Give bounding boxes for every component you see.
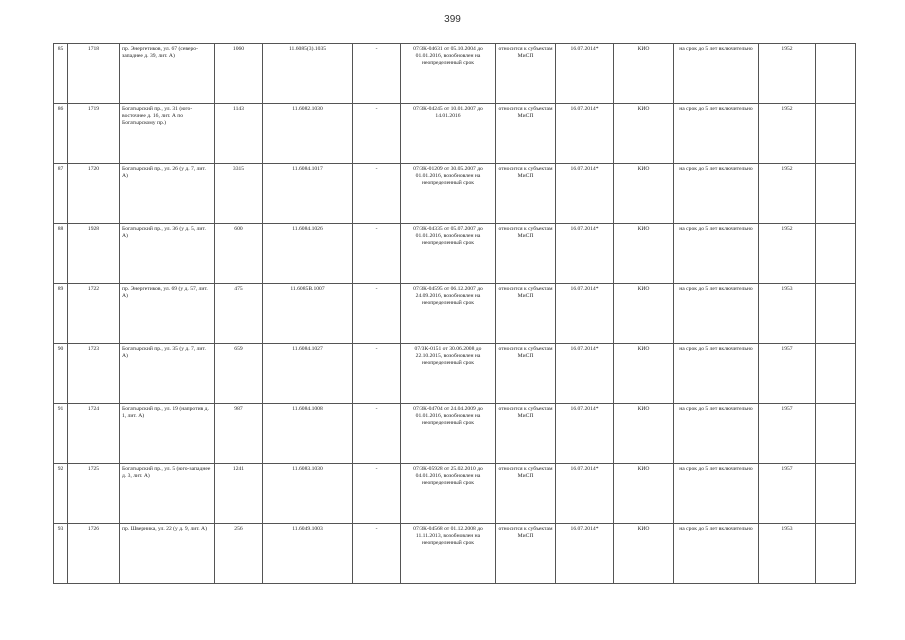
empty-dash-cell: -: [353, 464, 401, 524]
table-row: [54, 224, 856, 284]
notes-cell: [816, 164, 856, 224]
cadastral-number-cell: 11.6084.1017: [263, 164, 353, 224]
address-cell: пр. Шверника, ул. 22 (у д. 9, лит. А): [120, 524, 215, 584]
empty-dash-cell: -: [353, 344, 401, 404]
row-number-cell: 89: [54, 284, 68, 344]
registry-number-cell: 1725: [68, 464, 120, 524]
area-cell: 3315: [215, 164, 263, 224]
year-cell: 1957: [759, 404, 816, 464]
area-cell: 256: [215, 524, 263, 584]
notes-cell: [816, 284, 856, 344]
cadastral-number-cell: 11.6082.1030: [263, 104, 353, 164]
address-cell: Богатырский пр., ул. 31 (юго-восточнее д. 16, лит. А по Богатырскому пр.): [120, 104, 215, 164]
sme-status-cell: относится к субъектам МиСП: [496, 464, 556, 524]
sme-status-cell: относится к субъектам МиСП: [496, 224, 556, 284]
cadastral-number-cell: 11.6084.1008: [263, 404, 353, 464]
address-cell: Богатырский пр., ул. 35 (у д. 7, лит. А): [120, 344, 215, 404]
registry-number-cell: 1718: [68, 44, 120, 104]
lease-agreement-cell: 07/ЗК-04595 от 06.12.2007 до 24.09.2016, возобновлен на неопределенный срок: [401, 284, 496, 344]
lease-agreement-cell: 07/ЗК-04631 от 05.10.2004 до 01.01.2016, возобновлен на неопределенный срок: [401, 44, 496, 104]
year-cell: 1952: [759, 44, 816, 104]
lease-agreement-cell: 07/ЗК-05928 от 25.02.2010 до 04.01.2016, возобновлен на неопределенный срок: [401, 464, 496, 524]
lease-term-cell: на срок до 5 лет включительно: [674, 284, 759, 344]
notes-cell: [816, 44, 856, 104]
year-cell: 1957: [759, 464, 816, 524]
inclusion-date-cell: 16.07.2014*: [556, 104, 614, 164]
year-cell: 1952: [759, 104, 816, 164]
cadastral-number-cell: 11.6085(3).1035: [263, 44, 353, 104]
area-cell: 1143: [215, 104, 263, 164]
registry-table: [53, 43, 856, 584]
registry-number-cell: 1722: [68, 284, 120, 344]
inclusion-date-cell: 16.07.2014*: [556, 404, 614, 464]
cadastral-number-cell: 11.6083.1030: [263, 464, 353, 524]
sme-status-cell: относится к субъектам МиСП: [496, 164, 556, 224]
registry-number-cell: 1726: [68, 524, 120, 584]
lease-term-cell: на срок до 5 лет включительно: [674, 224, 759, 284]
lease-agreement-cell: 07/ЗК-04245 от 10.01.2007 до 14.01.2016: [401, 104, 496, 164]
cadastral-number-cell: 11.6085В.1007: [263, 284, 353, 344]
authority-cell: КИО: [614, 464, 674, 524]
authority-cell: КИО: [614, 524, 674, 584]
table-row: [54, 344, 856, 404]
area-cell: 475: [215, 284, 263, 344]
row-number-cell: 93: [54, 524, 68, 584]
notes-cell: [816, 404, 856, 464]
address-cell: пр. Энергетиков, ул. 67 (северо-западнее д. 39, лит. А): [120, 44, 215, 104]
authority-cell: КИО: [614, 44, 674, 104]
lease-term-cell: на срок до 5 лет включительно: [674, 164, 759, 224]
lease-agreement-cell: 07/ЗК-04568 от 01.12.2008 до 11.11.2013, возобновлен на неопределенный срок: [401, 524, 496, 584]
table-row: [54, 104, 856, 164]
sme-status-cell: относится к субъектам МиСП: [496, 524, 556, 584]
table-row: [54, 524, 856, 584]
inclusion-date-cell: 16.07.2014*: [556, 164, 614, 224]
empty-dash-cell: -: [353, 224, 401, 284]
lease-term-cell: на срок до 5 лет включительно: [674, 404, 759, 464]
cadastral-number-cell: 11.6049.1003: [263, 524, 353, 584]
registry-number-cell: 1724: [68, 404, 120, 464]
empty-dash-cell: -: [353, 104, 401, 164]
registry-number-cell: 1719: [68, 104, 120, 164]
cadastral-number-cell: 11.6084.1027: [263, 344, 353, 404]
row-number-cell: 85: [54, 44, 68, 104]
sme-status-cell: относится к субъектам МиСП: [496, 344, 556, 404]
registry-number-cell: 1723: [68, 344, 120, 404]
inclusion-date-cell: 16.07.2014*: [556, 524, 614, 584]
year-cell: 1952: [759, 224, 816, 284]
notes-cell: [816, 524, 856, 584]
address-cell: Богатырский пр., ул. 36 (у д. 5, лит. А): [120, 224, 215, 284]
year-cell: 1952: [759, 164, 816, 224]
inclusion-date-cell: 16.07.2014*: [556, 344, 614, 404]
empty-dash-cell: -: [353, 164, 401, 224]
table-body: [54, 44, 856, 584]
table-row: [54, 404, 856, 464]
address-cell: пр. Энергетиков, ул. 69 (у д. 57, лит. А): [120, 284, 215, 344]
lease-term-cell: на срок до 5 лет включительно: [674, 464, 759, 524]
notes-cell: [816, 224, 856, 284]
area-cell: 600: [215, 224, 263, 284]
inclusion-date-cell: 16.07.2014*: [556, 224, 614, 284]
row-number-cell: 91: [54, 404, 68, 464]
authority-cell: КИО: [614, 224, 674, 284]
empty-dash-cell: -: [353, 284, 401, 344]
year-cell: 1953: [759, 284, 816, 344]
notes-cell: [816, 464, 856, 524]
row-number-cell: 90: [54, 344, 68, 404]
registry-number-cell: 1928: [68, 224, 120, 284]
area-cell: 1241: [215, 464, 263, 524]
sme-status-cell: относится к субъектам МиСП: [496, 404, 556, 464]
table-row: [54, 44, 856, 104]
year-cell: 1957: [759, 344, 816, 404]
inclusion-date-cell: 16.07.2014*: [556, 464, 614, 524]
area-cell: 987: [215, 404, 263, 464]
sme-status-cell: относится к субъектам МиСП: [496, 44, 556, 104]
table-row: [54, 164, 856, 224]
area-cell: 1060: [215, 44, 263, 104]
empty-dash-cell: -: [353, 524, 401, 584]
lease-term-cell: на срок до 5 лет включительно: [674, 344, 759, 404]
authority-cell: КИО: [614, 344, 674, 404]
cadastral-number-cell: 11.6084.1026: [263, 224, 353, 284]
inclusion-date-cell: 16.07.2014*: [556, 44, 614, 104]
notes-cell: [816, 344, 856, 404]
lease-term-cell: на срок до 5 лет включительно: [674, 104, 759, 164]
authority-cell: КИО: [614, 164, 674, 224]
table-row: [54, 464, 856, 524]
empty-dash-cell: -: [353, 404, 401, 464]
lease-agreement-cell: 07/ЗК-0151 от 30.06.2008 до 22.10.2015, возобновлен на неопределенный срок: [401, 344, 496, 404]
year-cell: 1953: [759, 524, 816, 584]
authority-cell: КИО: [614, 404, 674, 464]
page-number: 399: [444, 14, 461, 25]
table-row: [54, 284, 856, 344]
address-cell: Богатырский пр., ул. 19 (напротив д. 1, лит. А): [120, 404, 215, 464]
address-cell: Богатырский пр., ул. 26 (у д. 7, лит. А): [120, 164, 215, 224]
row-number-cell: 86: [54, 104, 68, 164]
notes-cell: [816, 104, 856, 164]
lease-agreement-cell: 07/ЗК-01209 от 30.05.2007 до 01.01.2016, возобновлен на неопределенный срок: [401, 164, 496, 224]
lease-agreement-cell: 07/ЗК-04335 от 05.07.2007 до 01.01.2016, возобновлен на неопределенный срок: [401, 224, 496, 284]
area-cell: 659: [215, 344, 263, 404]
empty-dash-cell: -: [353, 44, 401, 104]
inclusion-date-cell: 16.07.2014*: [556, 284, 614, 344]
registry-number-cell: 1720: [68, 164, 120, 224]
authority-cell: КИО: [614, 104, 674, 164]
authority-cell: КИО: [614, 284, 674, 344]
lease-term-cell: на срок до 5 лет включительно: [674, 524, 759, 584]
address-cell: Богатырский пр., ул. 5 (юго-западнее д. 3, лит. А): [120, 464, 215, 524]
sme-status-cell: относится к субъектам МиСП: [496, 284, 556, 344]
row-number-cell: 92: [54, 464, 68, 524]
row-number-cell: 87: [54, 164, 68, 224]
lease-agreement-cell: 07/ЗК-04704 от 24.04.2009 до 01.01.2016, возобновлен на неопределенный срок: [401, 404, 496, 464]
row-number-cell: 88: [54, 224, 68, 284]
lease-term-cell: на срок до 5 лет включительно: [674, 44, 759, 104]
sme-status-cell: относится к субъектам МиСП: [496, 104, 556, 164]
